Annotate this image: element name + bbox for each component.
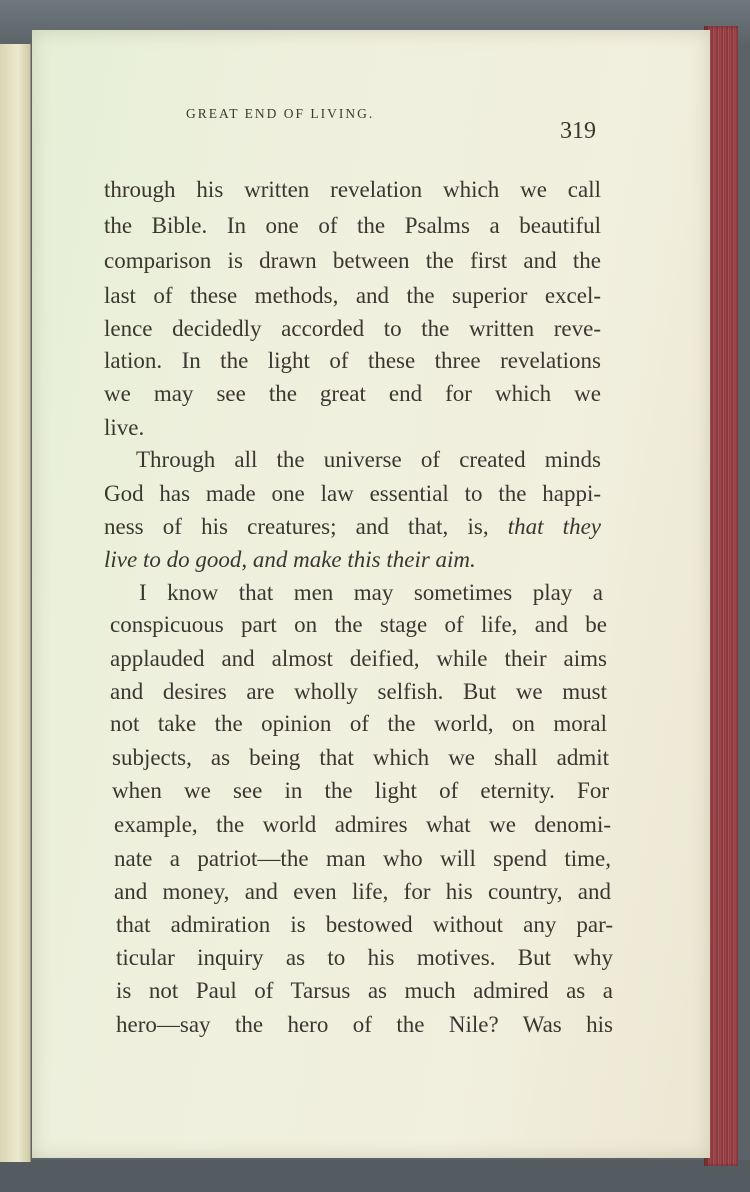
text-line: we may see the great end for which we <box>104 381 601 406</box>
text-line: conspicuous part on the stage of life, and be <box>110 612 607 637</box>
page-number: 319 <box>560 118 596 144</box>
text-line: when we see in the light of eternity. For <box>112 778 609 803</box>
text-line: lence decidedly accorded to the written reve- <box>104 316 601 341</box>
text-line: comparison is drawn between the first and the <box>104 248 601 273</box>
book-cover-bottom <box>0 1160 750 1192</box>
italic-text: live to do good, and make this their aim. <box>104 547 476 572</box>
text-line <box>104 544 601 576</box>
text-line: and money, and even life, for his country, and <box>114 879 611 904</box>
text-line: not take the opinion of the world, on moral <box>110 711 607 736</box>
text-line: nate a patriot—the man who will spend time, <box>114 846 611 871</box>
text-line: that admiration is bestowed without any par- <box>116 912 613 937</box>
text-line: and desires are wholly selfish. But we must <box>110 679 607 704</box>
facing-page-edge <box>0 44 31 1162</box>
text-line: I know that men may sometimes play a <box>139 580 603 605</box>
text-line: hero—say the hero of the Nile? Was his <box>116 1012 613 1037</box>
text-line: example, the world admires what we denomi- <box>114 812 611 837</box>
text-line: ticular inquiry as to his motives. But why <box>116 945 613 970</box>
running-head: GREAT END OF LIVING. <box>186 106 375 121</box>
text-line: through his written revelation which we call <box>104 177 601 202</box>
text-line: subjects, as being that which we shall admit <box>112 745 609 770</box>
text-line: lation. In the light of these three revelations <box>104 348 601 373</box>
text-line: God has made one law essential to the happi- <box>104 481 601 506</box>
italic-text: that they <box>507 514 601 539</box>
text-line: Through all the universe of created minds <box>136 447 601 472</box>
text-line <box>104 511 601 543</box>
text-line: is not Paul of Tarsus as much admired as a <box>116 978 613 1003</box>
text-line: live. <box>104 415 145 440</box>
text-line: the Bible. In one of the Psalms a beautiful <box>104 213 601 238</box>
text-span: ness of his creatures; and that, is, <box>104 514 489 539</box>
text-line: last of these methods, and the superior excel- <box>104 283 601 308</box>
text-line: applauded and almost deified, while their aims <box>110 646 607 671</box>
